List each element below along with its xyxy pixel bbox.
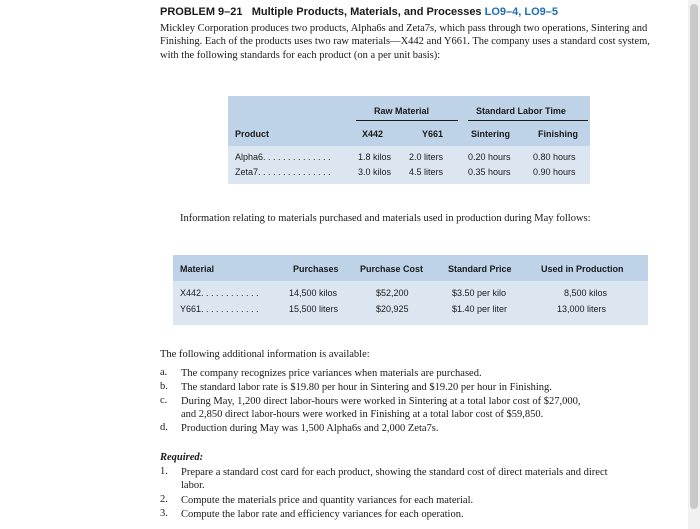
row-used: 8,500 kilos — [564, 288, 608, 298]
row-used: 13,000 liters — [557, 304, 607, 314]
standards-table-header — [228, 96, 590, 146]
header-product: Product — [235, 129, 270, 139]
additional-item-c-line2: and 2,850 direct labor-hours were worked in Finishing at a total labor cost of $59,850. — [181, 409, 544, 420]
required-item-2: Compute the materials price and quantity variances for each material. — [181, 495, 474, 506]
row-material: Y661. . . . . . . . . . . . — [180, 304, 259, 314]
header-standard-price: Standard Price — [448, 264, 512, 274]
required-marker: 1. — [160, 466, 168, 477]
header-purchases: Purchases — [293, 264, 339, 274]
row-sintering: 0.20 hours — [468, 152, 511, 162]
item-marker: a. — [160, 367, 168, 378]
required-marker: 2. — [160, 494, 168, 505]
header-labor-time: Standard Labor Time — [476, 106, 566, 116]
materials-table — [173, 255, 648, 325]
row-y661: 4.5 liters — [409, 167, 444, 177]
item-marker: b. — [160, 381, 168, 392]
row-sintering: 0.35 hours — [468, 167, 511, 177]
learning-objectives: LO9–4, LO9–5 — [484, 6, 558, 18]
header-y661: Y661 — [422, 129, 444, 139]
row-price: $1.40 per liter — [452, 304, 508, 314]
row-cost: $20,925 — [376, 304, 409, 314]
raw-material-rule — [356, 120, 458, 121]
header-raw-material: Raw Material — [374, 106, 430, 116]
header-sintering: Sintering — [471, 129, 511, 139]
additional-item-a: The company recognizes price variances when materials are purchased. — [181, 368, 482, 379]
item-marker: c. — [160, 395, 168, 406]
required-item-1-line1: Prepare a standard cost card for each product, showing the standard cost of direct materials and direct — [181, 467, 608, 478]
row-cost: $52,200 — [376, 288, 409, 298]
vertical-scrollbar[interactable] — [688, 0, 700, 529]
problem-intro: Mickley Corporation produces two products, Alpha6s and Zeta7s, which pass through two operations, Sintering and Finishing. Each of the products uses two raw materials—X442 and Y661. The company uses a standard cost system, with the following standards for each product (on a per unit basis): — [160, 23, 650, 61]
item-marker: d. — [160, 422, 168, 433]
standards-table — [228, 96, 590, 184]
row-finishing: 0.90 hours — [533, 167, 576, 177]
header-x442: X442 — [362, 129, 384, 139]
row-x442: 1.8 kilos — [358, 152, 392, 162]
labor-time-rule — [468, 120, 588, 121]
problem-number: PROBLEM 9–21 — [160, 6, 243, 18]
header-used-in-production: Used in Production — [541, 264, 624, 274]
row-y661: 2.0 liters — [409, 152, 444, 162]
additional-item-d: Production during May was 1,500 Alpha6s and 2,000 Zeta7s. — [181, 423, 439, 434]
row-purchases: 14,500 kilos — [289, 288, 338, 298]
row-product: Alpha6. . . . . . . . . . . . . . — [235, 152, 331, 162]
header-purchase-cost: Purchase Cost — [360, 264, 424, 274]
row-finishing: 0.80 hours — [533, 152, 576, 162]
additional-item-b: The standard labor rate is $19.80 per hour in Sintering and $19.20 per hour in Finishing. — [181, 382, 552, 393]
row-material: X442. . . . . . . . . . . . — [180, 288, 259, 298]
row-product: Zeta7. . . . . . . . . . . . . . . — [235, 167, 331, 177]
scrollbar-thumb[interactable] — [690, 4, 698, 509]
additional-lead: The following additional information is available: — [160, 349, 370, 360]
row-x442: 3.0 kilos — [358, 167, 392, 177]
row-purchases: 15,500 liters — [289, 304, 339, 314]
required-heading: Required: — [160, 452, 204, 463]
required-marker: 3. — [160, 508, 168, 519]
required-item-3: Compute the labor rate and efficiency variances for each operation. — [181, 509, 464, 520]
info-line: Information relating to materials purchased and materials used in production during May follows: — [180, 213, 591, 224]
additional-item-c-line1: During May, 1,200 direct labor-hours were worked in Sintering at a total labor cost of $27,000, — [181, 396, 581, 407]
row-price: $3.50 per kilo — [452, 288, 507, 298]
problem-subtitle: Multiple Products, Materials, and Processes — [251, 6, 482, 18]
required-item-1-line2: labor. — [181, 480, 205, 491]
problem-title — [160, 6, 558, 18]
header-material: Material — [180, 264, 215, 274]
header-finishing: Finishing — [538, 129, 578, 139]
